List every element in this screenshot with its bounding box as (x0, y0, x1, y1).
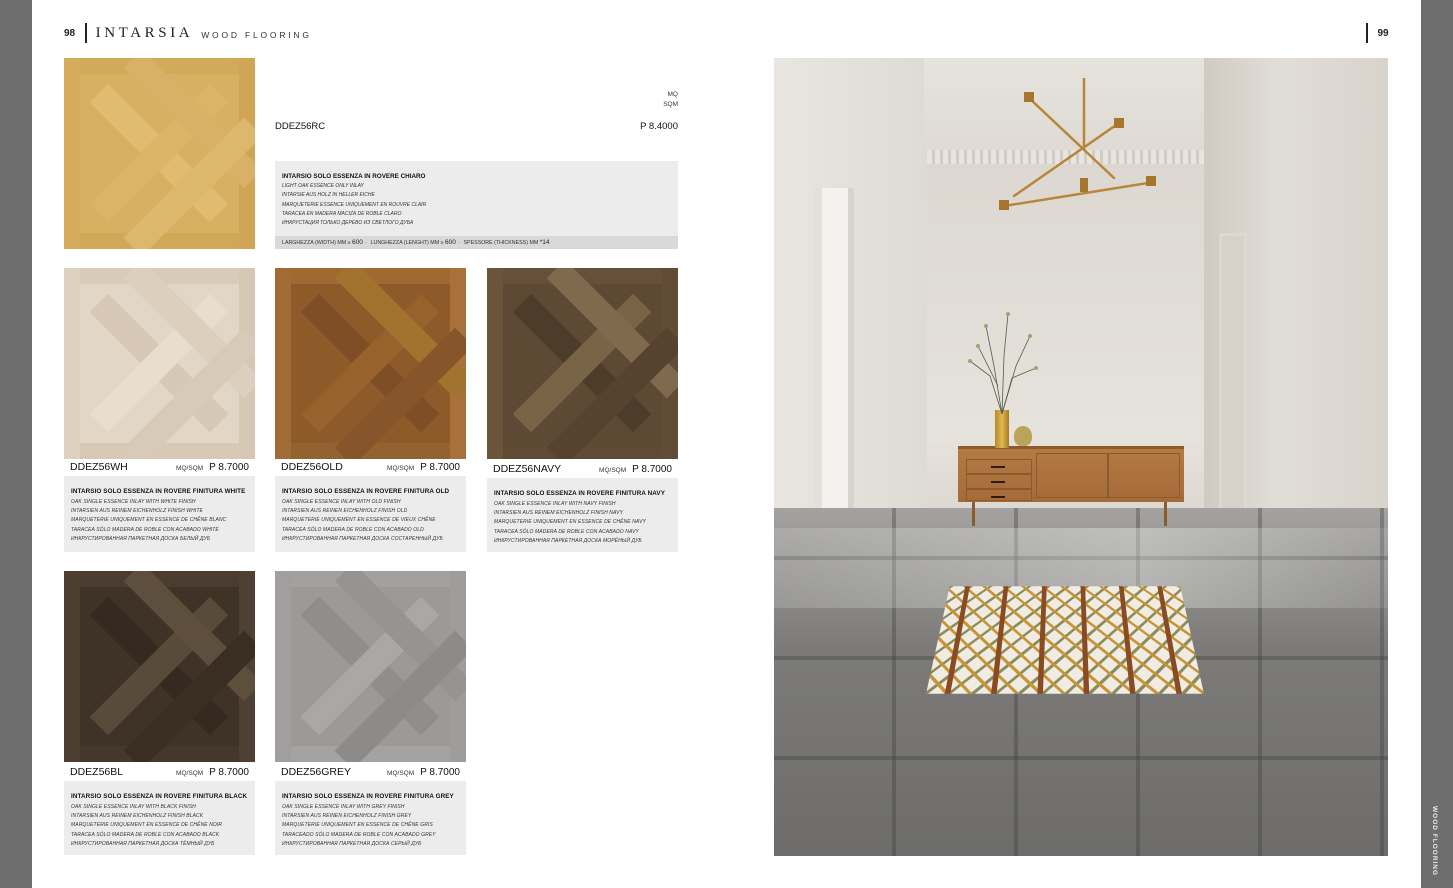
unit-mq: MQ (667, 91, 678, 98)
room-photo (774, 58, 1388, 856)
description-line: ИНКРУСТИРОВАННАЯ ПАРКЕТНАЯ ДОСКА ТЁМНЫЙ ДУБ (71, 840, 215, 847)
price-unit: MQ/SQM (387, 770, 415, 777)
description-line: ИНКРУСТИРОВАННАЯ ПАРКЕТНАЯ ДОСКА СОСТАРЕННЫЙ ДУБ (282, 535, 443, 542)
featured-product-price: P 8.4000 (640, 121, 678, 132)
description-line: INTARSIE AUS HOLZ IN HELLER EICHE (282, 192, 375, 199)
tile-image-ddez56rc (64, 58, 255, 249)
description-line: MARQUETERIE UNIQUEMENT EN ESSENCE DE CHÊNE BLANC (71, 517, 227, 524)
description-line: OAK SINGLE ESSENCE INLAY WITH NAVY FINISH (494, 501, 616, 507)
thickness-label: SPESSORE (THICKNESS) MM (463, 240, 539, 246)
product-description-panel (64, 476, 255, 552)
page-number-left: 98 (64, 27, 76, 39)
photo-sideboard-leg (972, 502, 975, 526)
product-price: P 8.7000 (420, 462, 460, 473)
price-unit: MQ/SQM (176, 465, 204, 472)
description-title: INTARSIO SOLO ESSENZA IN ROVERE FINITURA WHITE (71, 488, 246, 495)
photo-drawer (966, 459, 1032, 474)
product-code: DDEZ56GREY (281, 766, 352, 778)
photo-drawer (966, 489, 1032, 501)
featured-unit (640, 90, 678, 109)
description-line: TARACEA SÓLO MADERA DE ROBLE CON ACABADO WHITE (71, 526, 219, 533)
description-line: ИНКРУСТИРОВАННАЯ ПАРКЕТНАЯ ДОСКА СЕРЫЙ ДУБ (282, 840, 422, 847)
product-description-panel (275, 476, 466, 552)
description-line: INTARSIEN AUS REINEM EICHENHOLZ FINISH WHITE (71, 508, 203, 515)
price-unit: MQ/SQM (599, 467, 627, 474)
width-value: 600 (352, 239, 363, 246)
photo-sideboard-leg (1164, 502, 1167, 526)
description-line: TARACEADO SÓLO MADERA DE ROBLE CON ACABADO GREY (282, 831, 436, 838)
description-line: MARQUETERIE UNIQUEMENT EN ESSENCE DE CHÊNE GRIS (282, 822, 433, 829)
product-code: DDEZ56BL (70, 766, 124, 778)
description-line: MARQUETERIE ESSENCE UNIQUEMENT EN ROUVRE CLAIR (282, 201, 427, 208)
product-price: P 8.7000 (632, 464, 672, 475)
description-line: TARACEA EN MADERA MACIZA DE ROBLE CLARO (282, 210, 402, 217)
dimensions-bar (275, 236, 678, 249)
side-tab-label: WOOD FLOORING (1431, 806, 1438, 877)
page-header-right (1366, 22, 1389, 44)
photo-drawer (966, 474, 1032, 489)
description-line: ИНКРУСТИРОВАННАЯ ПАРКЕТНАЯ ДОСКА БЕЛЫЙ ДУБ (71, 535, 211, 542)
separator: · (365, 240, 368, 246)
product-description-panel (275, 781, 466, 855)
tile-image-ddez56grey (275, 571, 466, 762)
description-title: INTARSIO SOLO ESSENZA IN ROVERE FINITURA GREY (282, 793, 454, 800)
description-line: TARACEA SÓLO MADERA DE ROBLE CON ACABADO NAVY (494, 528, 639, 535)
header-divider (85, 23, 87, 43)
thickness-value: *14 (539, 239, 550, 246)
unit-sqm: SQM (663, 100, 678, 108)
description-line: OAK SINGLE ESSENCE INLAY WITH GREY FINISH (282, 804, 405, 810)
product-code-row (275, 461, 466, 473)
description-title: INTARSIO SOLO ESSENZA IN ROVERE FINITURA OLD (282, 488, 450, 495)
price-unit: MQ/SQM (176, 770, 204, 777)
length-value: 600 (444, 239, 456, 246)
description-line: INTARSIEN AUS REINEM EICHENHOLZ FINISH NAVY (494, 510, 624, 517)
photo-doorway (814, 188, 854, 558)
description-line: INTARSIEN AUS REINEM EICHENHOLZ FINISH BLACK (71, 813, 204, 820)
product-code-row (64, 766, 255, 778)
length-label: LUNGHEZZA (LENGHT) MM ≥ (370, 240, 444, 246)
product-code: DDEZ56OLD (281, 461, 343, 473)
tile-image-ddez56wh (64, 268, 255, 459)
brand-subtitle: WOOD FLOORING (201, 29, 312, 40)
product-price: P 8.7000 (209, 462, 249, 473)
product-code: DDEZ56NAVY (493, 463, 562, 475)
header-divider (1366, 23, 1368, 43)
product-code: DDEZ56WH (70, 461, 128, 473)
description-line: ИНКРУСТИРОВАННАЯ ПАРКЕТНАЯ ДОСКА МОРЁНЫЙ ДУБ (494, 537, 642, 544)
description-line: TARACEA SÓLO MADERA DE ROBLE CON ACABADO BLACK (71, 831, 220, 838)
product-code-row (64, 461, 255, 473)
page-number-right: 99 (1377, 27, 1389, 39)
description-line: OAK SINGLE ESSENCE INLAY WITH BLACK FINISH (71, 804, 196, 810)
product-description-panel (487, 478, 678, 552)
brand-title: INTARSIA (95, 24, 194, 41)
description-line: OAK SINGLE ESSENCE INLAY WITH WHITE FINISH (71, 499, 196, 505)
photo-inlay-rug (926, 586, 1204, 693)
photo-sideboard-door (1036, 453, 1108, 498)
section-side-tab (1421, 0, 1453, 888)
description-line: TARACEA SÓLO MADERA DE ROBLE CON ACABADO OLD (282, 526, 424, 533)
photo-door (1219, 233, 1247, 533)
outer-margin-left (0, 0, 32, 888)
page-header-left (64, 22, 312, 44)
product-code-row (487, 463, 678, 475)
photo-vase (1014, 426, 1032, 446)
tile-image-ddez56navy (487, 268, 678, 459)
product-code-row (275, 766, 466, 778)
product-description-panel (64, 781, 255, 855)
featured-description-title: INTARSIO SOLO ESSENZA IN ROVERE CHIARO (282, 173, 426, 180)
tile-image-ddez56old (275, 268, 466, 459)
price-unit: MQ/SQM (387, 465, 415, 472)
description-line: OAK SINGLE ESSENCE INLAY WITH OLD FINISH (282, 499, 401, 505)
description-title: INTARSIO SOLO ESSENZA IN ROVERE FINITURA NAVY (494, 490, 666, 497)
description-line: INTARSIEN AUS REINEN EICHENHOLZ FINISH OLD (282, 508, 408, 515)
description-line: MARQUETERIE UNIQUEMENT EN ESSENCE DE VIEUX CHÊNE (282, 517, 436, 524)
photo-chandelier (994, 78, 1174, 218)
tile-image-ddez56bl (64, 571, 255, 762)
description-title: INTARSIO SOLO ESSENZA IN ROVERE FINITURA BLACK (71, 793, 248, 800)
product-price: P 8.7000 (420, 767, 460, 778)
photo-sideboard-door (1108, 453, 1180, 498)
description-line: INTARSIEN AUS REINEN EICHENHOLZ FINISH GREY (282, 813, 412, 820)
product-price: P 8.7000 (209, 767, 249, 778)
width-label: LARGHEZZA (WIDTH) MM ≥ (282, 240, 351, 246)
description-line: MARQUETERIE UNIQUEMENT EN ESSENCE DE CHÊNE NOIR (71, 822, 223, 829)
description-line: MARQUETERIE UNIQUEMENT EN ESSENCE DE CHÊNE NAVY (494, 519, 646, 526)
featured-product-code: DDEZ56RC (275, 121, 326, 132)
photo-branches (964, 306, 1044, 416)
separator: · (458, 240, 461, 246)
description-line: ИНКРУСТАЦИЯ ТОЛЬКО ДЕРЕВО ИЗ СВЕТЛОГО ДУБА (282, 220, 414, 227)
description-line: LIGHT OAK ESSENCE ONLY INLAY (282, 183, 364, 189)
